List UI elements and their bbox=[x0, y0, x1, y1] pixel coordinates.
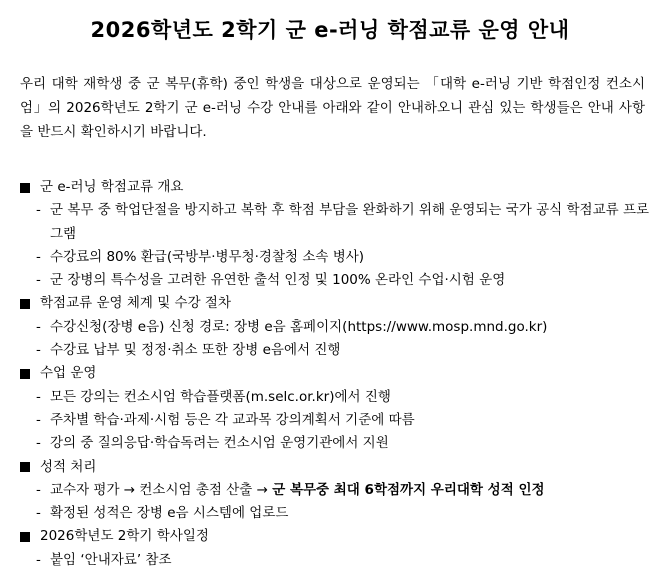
list-item-plain-text: 교수자 평가 → 컨소시엄 총점 산출 → bbox=[50, 481, 273, 498]
list-item bbox=[20, 432, 650, 455]
list-item bbox=[20, 269, 650, 292]
section-heading bbox=[20, 456, 650, 479]
dash-bullet: - bbox=[36, 388, 41, 405]
list-item-plain-text: 주차별 학습·과제·시험 등은 각 교과목 강의계획서 기준에 따름 bbox=[50, 411, 415, 428]
list-item-text bbox=[50, 316, 650, 339]
section-heading-text: 학점교류 운영 체계 및 수강 절차 bbox=[40, 295, 231, 312]
list-item-text bbox=[50, 246, 650, 269]
section-heading-text: 군 e-러닝 학점교류 개요 bbox=[40, 179, 184, 195]
dash-bullet: - bbox=[36, 248, 41, 265]
list-item-text bbox=[50, 432, 650, 455]
list-item bbox=[20, 316, 650, 339]
list-item bbox=[20, 549, 650, 572]
square-bullet-icon bbox=[20, 299, 30, 309]
list-item-plain-text: 붙임 ‘안내자료’ 참조 bbox=[50, 551, 172, 568]
square-bullet-icon bbox=[20, 369, 30, 379]
list-item-plain-text: 확정된 성적은 장병 e음 시스템에 업로드 bbox=[50, 505, 289, 522]
section-heading-text: 2026학년도 2학기 학사일정 bbox=[40, 528, 209, 545]
intro-paragraph: 우리 대학 재학생 중 군 복무(휴학) 중인 학생을 대상으로 운영되는 「대학 e-러닝 기반 학점인정 컨소시엄」의 2026학년도 2학기 군 e-러닝 수강 안내를 아래와 같이 안내하오니 관심 있는 학생들은 안내 사항을 반드시 확인하시기 바랍니다. bbox=[20, 76, 645, 140]
dash-bullet: - bbox=[36, 435, 41, 452]
list-item-plain-text: 강의 중 질의응답·학습독려는 컨소시엄 운영기관에서 지원 bbox=[50, 435, 389, 452]
section-heading-text: 성적 처리 bbox=[40, 458, 97, 475]
document-title: 2026학년도 2학기 군 e-러닝 학점교류 운영 안내 bbox=[90, 18, 570, 42]
list-item bbox=[20, 409, 650, 432]
list-item-text bbox=[50, 479, 650, 502]
section-list bbox=[20, 176, 650, 572]
list-item-plain-text: 수강신청(장병 e음) 신청 경로: 장병 e음 홈페이지(https://www.mosp.mnd.go.kr) bbox=[50, 318, 548, 335]
list-item-text bbox=[50, 502, 650, 525]
square-bullet-icon bbox=[20, 462, 30, 472]
section-item-list bbox=[20, 386, 650, 456]
section-heading-text: 수업 운영 bbox=[40, 365, 97, 382]
list-item-text bbox=[50, 386, 650, 409]
dash-bullet: - bbox=[36, 202, 41, 219]
dash-bullet: - bbox=[36, 272, 41, 289]
dash-bullet: - bbox=[36, 411, 41, 428]
section-item-list bbox=[20, 549, 650, 572]
list-item bbox=[20, 246, 650, 269]
list-item-plain-text: 수강료 납부 및 정정·취소 또한 장병 e음에서 진행 bbox=[50, 342, 341, 359]
list-item bbox=[20, 502, 650, 525]
list-item bbox=[20, 339, 650, 362]
section-item-list bbox=[20, 479, 650, 526]
list-item-text bbox=[50, 409, 650, 432]
list-item-emphasis-text: 군 복무중 최대 6학점까지 우리대학 성적 인정 bbox=[272, 481, 545, 498]
section-heading bbox=[20, 525, 650, 548]
dash-bullet: - bbox=[36, 318, 41, 335]
list-item-plain-text: 군 장병의 특수성을 고려한 유연한 출석 인정 및 100% 온라인 수업·시험 운영 bbox=[50, 272, 506, 289]
square-bullet-icon bbox=[20, 532, 30, 542]
section-heading bbox=[20, 362, 650, 385]
list-item bbox=[20, 386, 650, 409]
square-bullet-icon bbox=[20, 183, 30, 193]
section-heading bbox=[20, 292, 650, 315]
dash-bullet: - bbox=[36, 481, 41, 498]
list-item-plain-text: 수강료의 80% 환급(국방부·병무청·경찰청 소속 병사) bbox=[50, 248, 365, 265]
list-item-text bbox=[50, 339, 650, 362]
list-item-text bbox=[50, 549, 650, 572]
list-item-text bbox=[50, 269, 650, 292]
section-item-list bbox=[20, 199, 650, 292]
list-item bbox=[20, 199, 650, 246]
section-heading bbox=[20, 176, 650, 199]
list-item-plain-text: 군 복무 중 학업단절을 방지하고 복학 후 학점 부담을 완화하기 위해 운영되는 국가 공식 학점교류 프로그램 bbox=[50, 202, 650, 242]
dash-bullet: - bbox=[36, 505, 41, 522]
dash-bullet: - bbox=[36, 342, 41, 359]
list-item-plain-text: 모든 강의는 컨소시엄 학습플랫폼(m.selc.or.kr)에서 진행 bbox=[50, 388, 391, 405]
list-item-text bbox=[50, 199, 650, 246]
section-item-list bbox=[20, 316, 650, 363]
dash-bullet: - bbox=[36, 551, 41, 568]
list-item bbox=[20, 479, 650, 502]
